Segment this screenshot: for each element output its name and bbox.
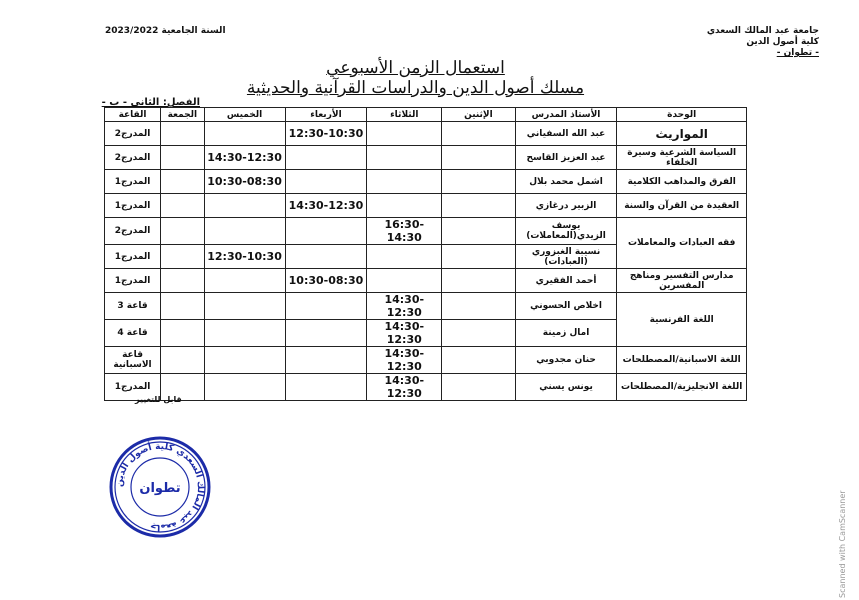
wednesday-cell [285,170,367,194]
wednesday-cell: 10:30-08:30 [285,269,367,293]
unit-cell: السياسة الشرعية وسيرة الخلفاء [617,146,747,170]
table-row [105,122,747,146]
thursday-cell [204,194,285,218]
unit-cell: الفرق والمذاهب الكلامية [617,170,747,194]
wednesday-cell [285,374,367,401]
thursday-cell [204,347,285,374]
monday-cell [442,374,516,401]
semester-label: الفصل: الثاني - ب - [101,97,200,108]
tuesday-cell [367,194,442,218]
room-cell: المدرج1 [105,194,161,218]
table-header-row [105,108,747,122]
room-cell: المدرج1 [105,170,161,194]
tuesday-cell [367,170,442,194]
friday-cell [161,320,205,347]
thursday-cell: 12:30-10:30 [204,245,285,269]
thursday-cell [204,320,285,347]
friday-cell [161,245,205,269]
unit-cell: العقيدة من القرآن والسنة [617,194,747,218]
header-teacher: الأستاذ المدرس [515,108,617,122]
table-row [105,146,747,170]
wednesday-cell [285,245,367,269]
monday-cell [442,194,516,218]
friday-cell [161,293,205,320]
header-wednesday: الأربعاء [285,108,367,122]
teacher-cell: يوسف الزيدي(المعاملات) [515,218,617,245]
header-tuesday: الثلاثاء [367,108,442,122]
monday-cell [442,293,516,320]
room-cell: المدرج1 [105,374,161,401]
unit-cell: المواريث [617,122,747,146]
tuesday-cell: 14:30-12:30 [367,347,442,374]
friday-cell [161,218,205,245]
friday-cell [161,347,205,374]
monday-cell [442,269,516,293]
tuesday-cell [367,122,442,146]
room-cell: المدرج1 [105,269,161,293]
teacher-cell: يونس يسني [515,374,617,401]
thursday-cell: 14:30-12:30 [204,146,285,170]
table-row [105,269,747,293]
unit-cell: اللغة الانجليزية/المصطلحات [617,374,747,401]
faculty-name: كلية أصول الدين [746,37,819,47]
table-row [105,347,747,374]
unit-cell: مدارس التفسير ومناهج المفسرين [617,269,747,293]
table-row [105,218,747,245]
wednesday-cell: 12:30-10:30 [285,122,367,146]
thursday-cell: 10:30-08:30 [204,170,285,194]
schedule-title: استعمال الزمن الأسبوعي [326,58,505,78]
monday-cell [442,320,516,347]
room-cell: المدرج2 [105,146,161,170]
monday-cell [442,218,516,245]
table-row [105,293,747,320]
thursday-cell [204,269,285,293]
tuesday-cell: 14:30-12:30 [367,320,442,347]
wednesday-cell [285,293,367,320]
tuesday-cell: 14:30-12:30 [367,293,442,320]
header-room: القاعة [105,108,161,122]
teacher-cell: عبد الله السفياني [515,122,617,146]
program-title: مسلك أصول الدين والدراسات القرآنية والحديثية [246,78,585,98]
institution-header [707,26,819,59]
academic-year: السنة الجامعية 2023/2022 [105,26,226,36]
teacher-cell: حنان مجدوبي [515,347,617,374]
header-monday: الإثنين [442,108,516,122]
unit-cell: اللغة الفرنسية [617,293,747,347]
wednesday-cell [285,218,367,245]
teacher-cell: عبد العزيز القاسح [515,146,617,170]
monday-cell [442,347,516,374]
room-cell: قاعة الاسبانية [105,347,161,374]
wednesday-cell [285,320,367,347]
thursday-cell [204,293,285,320]
table-row [105,170,747,194]
schedule-table [104,107,747,401]
wednesday-cell [285,347,367,374]
teacher-cell: الزبير درغازي [515,194,617,218]
room-cell: المدرج2 [105,122,161,146]
monday-cell [442,170,516,194]
faculty-stamp [108,435,212,539]
tuesday-cell [367,269,442,293]
wednesday-cell [285,146,367,170]
unit-cell: اللغة الاسبانية/المصطلحات [617,347,747,374]
thursday-cell [204,374,285,401]
room-cell: قاعة 4 [105,320,161,347]
table-row [105,374,747,401]
friday-cell [161,269,205,293]
header-unit: الوحدة [617,108,747,122]
wednesday-cell: 14:30-12:30 [285,194,367,218]
friday-cell [161,146,205,170]
university-name: جامعة عبد المالك السعدي [706,26,819,36]
teacher-cell: نسيبة الغبزوري (العبادات) [515,245,617,269]
monday-cell [442,122,516,146]
tuesday-cell: 16:30-14:30 [367,218,442,245]
stamp-center-text: تطوان [139,481,181,496]
friday-cell [161,122,205,146]
friday-cell [161,194,205,218]
tuesday-cell [367,146,442,170]
scanner-watermark: Scanned with CamScanner [838,490,847,598]
room-cell: المدرج1 [105,245,161,269]
tuesday-cell [367,245,442,269]
room-cell: قاعة 3 [105,293,161,320]
thursday-cell [204,122,285,146]
header-thursday: الخميس [204,108,285,122]
friday-cell [161,170,205,194]
stamp-outer-text: جامعة عبد المالك السعدي كلية أصول الدين [114,441,206,533]
thursday-cell [204,218,285,245]
city-name: - تطوان - [776,48,819,58]
monday-cell [442,245,516,269]
room-cell: المدرج2 [105,218,161,245]
teacher-cell: امال زمينة [515,320,617,347]
teacher-cell: اشمل محمد بلال [515,170,617,194]
teacher-cell: اخلاص الحسوني [515,293,617,320]
subject-to-change-note: قابل للتغيير [135,395,182,404]
monday-cell [442,146,516,170]
table-row [105,194,747,218]
unit-cell: فقه العبادات والمعاملات [617,218,747,269]
teacher-cell: أحمد الفقيري [515,269,617,293]
tuesday-cell: 14:30-12:30 [367,374,442,401]
header-friday: الجمعة [161,108,205,122]
